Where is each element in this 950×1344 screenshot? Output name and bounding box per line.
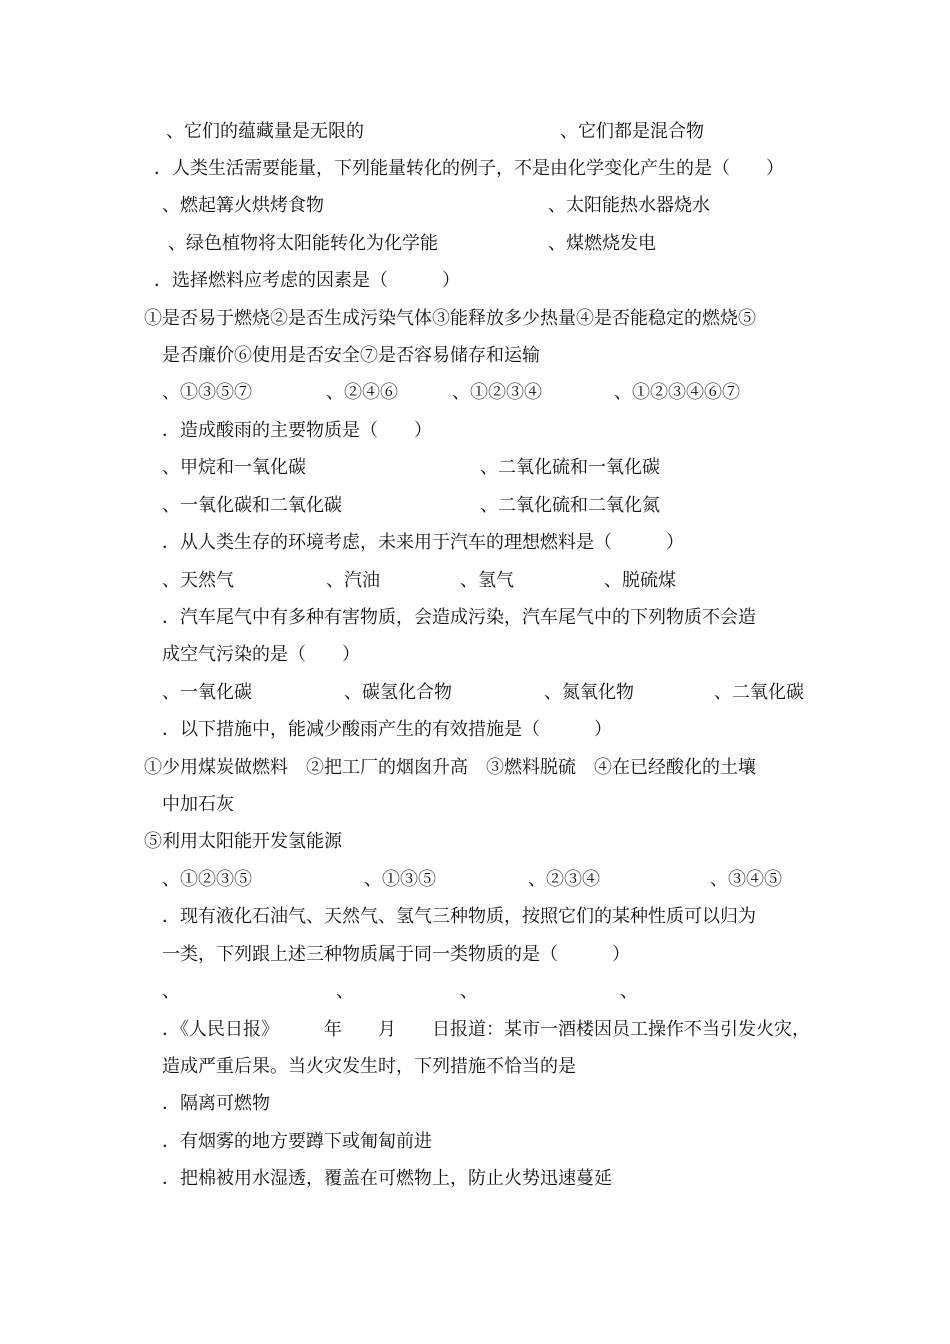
question-stem: ．从人类生存的环境考虑，未来用于汽车的理想燃料是（ ） (162, 532, 684, 553)
question-stem: ．造成酸雨的主要物质是（ ） (162, 420, 432, 441)
option-b: 、汽油 (326, 570, 380, 591)
question-stem: ．人类生活需要能量，下列能量转化的例子，不是由化学变化产生的是（ ） (154, 158, 784, 179)
option-b: 、太阳能热水器烧水 (548, 195, 710, 216)
option-d: 、 (620, 981, 638, 1002)
option-b: 、②④⑥ (326, 382, 398, 403)
option-c: 、氢气 (460, 570, 514, 591)
question-stem: ．选择燃料应考虑的因素是（ ） (154, 270, 460, 291)
option-d: 、脱硫煤 (604, 570, 676, 591)
option-c: ．把棉被用水湿透，覆盖在可燃物上，防止火势迅速蔓延 (162, 1168, 612, 1189)
question-stem: ．以下措施中，能减少酸雨产生的有效措施是（ ） (162, 719, 612, 740)
option-b: 、碳氢化合物 (344, 682, 452, 703)
option-a: 、天然气 (162, 570, 234, 591)
question-stem: ．汽车尾气中有多种有害物质，会造成污染，汽车尾气中的下列物质不会造 (162, 607, 756, 628)
option-a: ．隔离可燃物 (162, 1093, 270, 1114)
question-stem-cont: 成空气污染的是（ ） (162, 644, 360, 665)
option-c: 、绿色植物将太阳能转化为化学能 (168, 233, 438, 254)
option-a: 、一氧化碳 (162, 682, 252, 703)
option-d: 、煤燃烧发电 (548, 233, 656, 254)
option-d: 、①②③④⑥⑦ (614, 382, 740, 403)
question-stem-cont: 一类，下列跟上述三种物质属于同一类物质的是（ ） (162, 944, 630, 965)
factor-list-line: ①是否易于燃烧②是否生成污染气体③能释放多少热量④是否能稳定的燃烧⑤ (144, 308, 756, 329)
measure-list-line: ⑤利用太阳能开发氢能源 (144, 831, 342, 852)
question-stem: ．现有液化石油气、天然气、氢气三种物质，按照它们的某种性质可以归为 (162, 906, 756, 927)
option-a: 、 (162, 981, 180, 1002)
option-d: 、二氧化硫和二氧化氮 (480, 495, 660, 516)
option-b: 、 (336, 981, 354, 1002)
measure-list-line: ①少用煤炭做燃料 ②把工厂的烟囱升高 ③燃料脱硫 ④在已经酸化的土壤 (144, 757, 756, 778)
measure-list-line: 中加石灰 (162, 794, 234, 815)
option-a: 、甲烷和一氧化碳 (162, 457, 306, 478)
option-b: 、二氧化硫和一氧化碳 (480, 457, 660, 478)
option-c: 、②③④ (528, 869, 600, 890)
option-c: 、 (460, 981, 478, 1002)
option-c: 、一氧化碳和二氧化碳 (162, 495, 342, 516)
question-stem: ．《人民日报》 年 月 日报道：某市一酒楼因员工操作不当引发火灾， (162, 1019, 810, 1040)
option-b: ．有烟雾的地方要蹲下或匍匐前进 (162, 1131, 432, 1152)
option-b: 、①③⑤ (364, 869, 436, 890)
option-d: 、它们都是混合物 (560, 121, 704, 142)
factor-list-line: 是否廉价⑥使用是否安全⑦是否容易储存和运输 (162, 345, 540, 366)
option-a: 、①②③⑤ (162, 869, 252, 890)
option-a: 、燃起篝火烘烤食物 (162, 195, 324, 216)
option-d: 、③④⑤ (710, 869, 782, 890)
option-c: 、①②③④ (452, 382, 542, 403)
option-d: 、二氧化碳 (714, 682, 804, 703)
option-c: 、它们的蕴藏量是无限的 (166, 121, 364, 142)
question-stem-cont: 造成严重后果。当火灾发生时，下列措施不恰当的是 (162, 1056, 576, 1077)
option-a: 、①③⑤⑦ (162, 382, 252, 403)
option-c: 、氮氧化物 (544, 682, 634, 703)
